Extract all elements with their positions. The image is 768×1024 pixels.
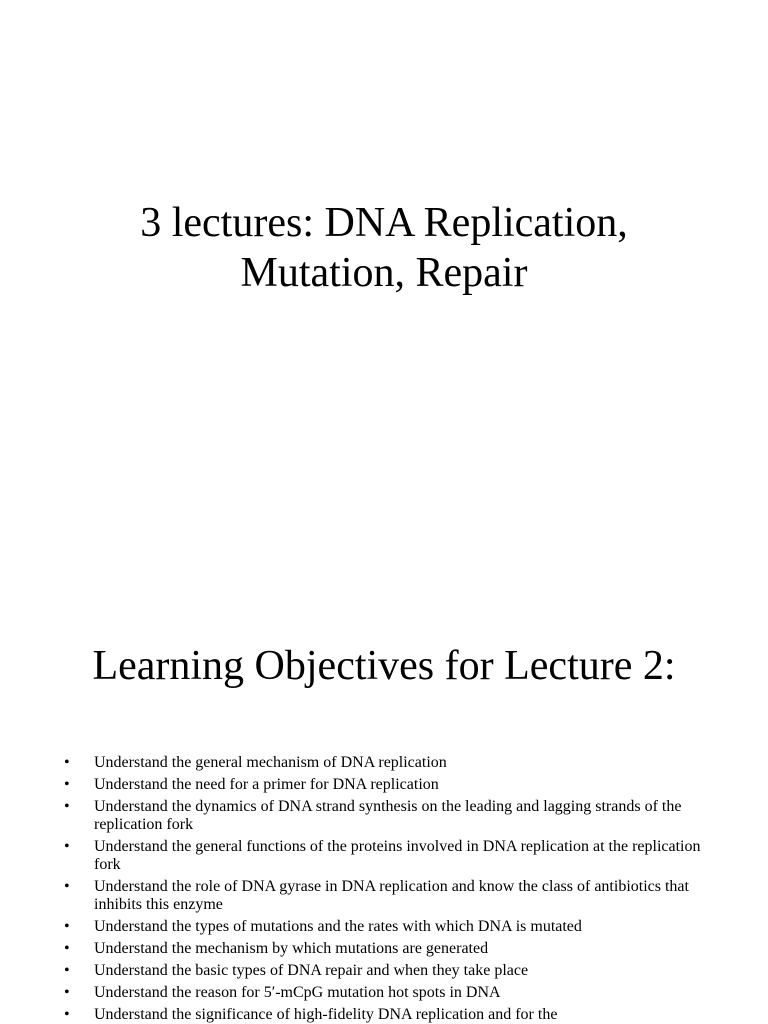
title-line-1: 3 lectures: DNA Replication,	[140, 200, 628, 246]
learning-objectives-slide	[0, 576, 768, 1024]
list-item	[0, 838, 768, 874]
list-item	[0, 984, 768, 1002]
list-item	[0, 878, 768, 914]
list-item	[0, 798, 768, 834]
list-item	[0, 776, 768, 794]
bullet-icon: •	[64, 940, 70, 957]
bullet-icon: •	[64, 798, 70, 815]
bullet-icon: •	[64, 1006, 70, 1023]
objective-text: Understand the general functions of the proteins involved in DNA replication at the replication fork	[94, 838, 701, 873]
list-item	[0, 918, 768, 936]
objective-text: Understand the reason for 5′-mCpG mutation hot spots in DNA	[94, 984, 501, 1001]
bullet-icon: •	[64, 838, 70, 855]
objective-text: Understand the need for a primer for DNA replication	[94, 776, 439, 793]
objective-text: Understand the types of mutations and the rates with which DNA is mutated	[94, 918, 582, 935]
bullet-icon: •	[64, 776, 70, 793]
list-item	[0, 1006, 768, 1024]
objectives-list	[0, 754, 768, 1024]
objective-text: Understand the role of DNA gyrase in DNA replication and know the class of antibiotics that inhibits this enzyme	[94, 878, 689, 913]
lecture-series-title	[0, 198, 768, 298]
objective-text: Understand the mechanism by which mutations are generated	[94, 940, 489, 957]
bullet-icon: •	[64, 878, 70, 895]
bullet-icon: •	[64, 984, 70, 1001]
objective-text: Understand the dynamics of DNA strand synthesis on the leading and lagging strands of the replication fork	[94, 798, 682, 833]
list-item	[0, 940, 768, 958]
bullet-icon: •	[64, 754, 70, 771]
list-item	[0, 962, 768, 980]
bullet-icon: •	[64, 962, 70, 979]
objective-text: Understand the basic types of DNA repair and when they take place	[94, 962, 529, 979]
objectives-heading: Learning Objectives for Lecture 2:	[92, 643, 676, 689]
title-line-2: Mutation, Repair	[240, 250, 528, 296]
list-item	[0, 754, 768, 772]
objective-text: Understand the significance of high-fidelity DNA replication and for the	[94, 1006, 558, 1023]
bullet-icon: •	[64, 918, 70, 935]
objective-text: Understand the general mechanism of DNA replication	[94, 754, 447, 771]
